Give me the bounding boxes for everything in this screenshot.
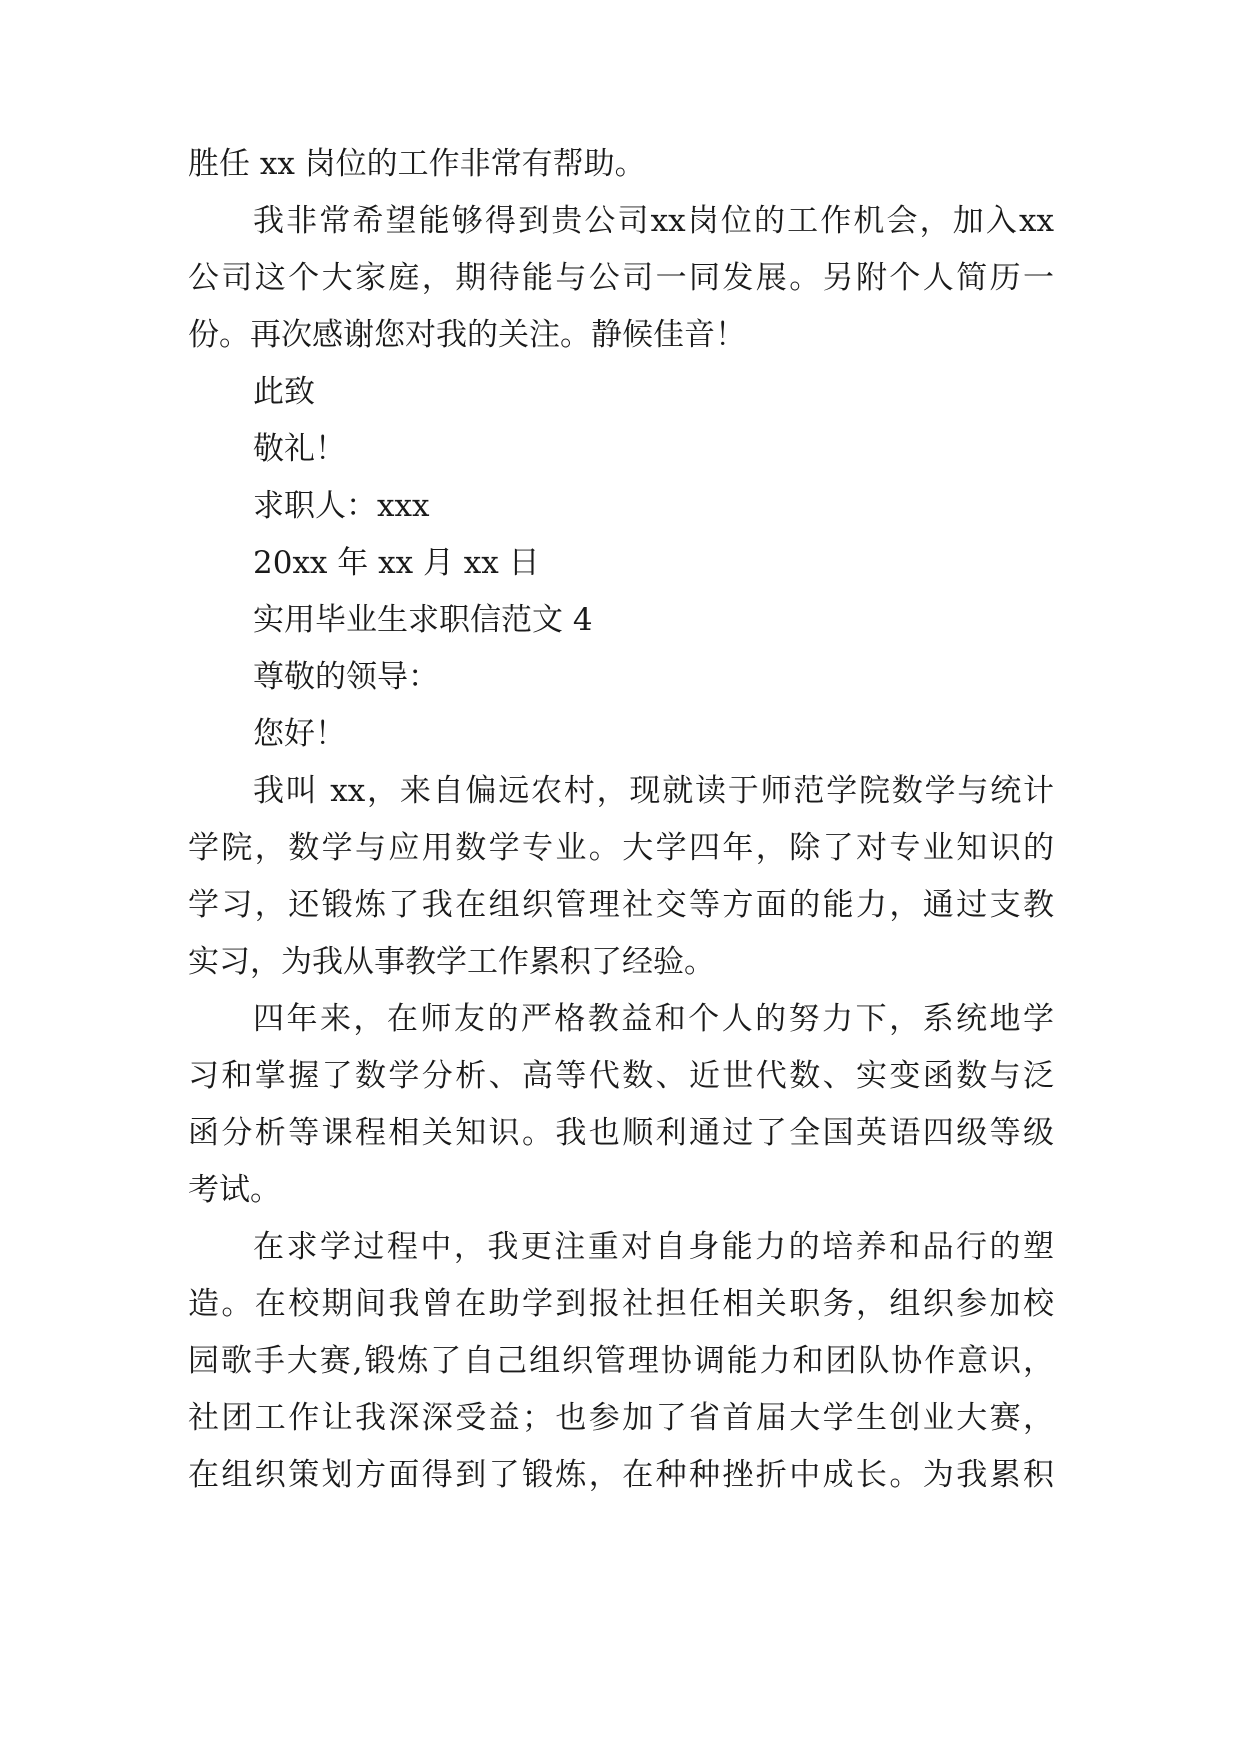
greeting-salutation: 尊敬的领导：: [253, 659, 439, 695]
text-line: 造。在校期间我曾在助学到报社担任相关职务，组织参加校: [188, 1286, 1054, 1322]
closing-regards: 敬礼！: [253, 431, 346, 467]
text-line: 考试。: [188, 1172, 281, 1208]
signature-applicant: 求职人：xxx: [253, 488, 430, 524]
paragraph-first-line: 我非常希望能够得到贵公司xx岗位的工作机会，加入xx: [253, 203, 1054, 239]
text-line: 函分析等课程相关知识。我也顺利通过了全国英语四级等级: [188, 1115, 1054, 1151]
text-line: 公司这个大家庭，期待能与公司一同发展。另附个人简历一: [188, 260, 1054, 296]
signature-date: 20xx 年 xx 月 xx 日: [253, 545, 540, 581]
closing-salutation: 此致: [253, 374, 315, 410]
text-line: 在组织策划方面得到了锻炼，在种种挫折中成长。为我累积: [188, 1457, 1054, 1493]
text-line: 实习，为我从事教学工作累积了经验。: [188, 944, 715, 980]
text-line: 胜任 xx 岗位的工作非常有帮助。: [188, 146, 646, 182]
paragraph-first-line: 在求学过程中，我更注重对自身能力的培养和品行的塑: [253, 1229, 1054, 1265]
paragraph-first-line: 四年来，在师友的严格教益和个人的努力下，系统地学: [253, 1001, 1054, 1037]
paragraph-first-line: 我叫 xx，来自偏远农村，现就读于师范学院数学与统计: [253, 773, 1054, 809]
text-line: 份。再次感谢您对我的关注。静候佳音！: [188, 317, 746, 353]
text-line: 社团工作让我深深受益；也参加了省首届大学生创业大赛，: [188, 1400, 1054, 1436]
text-line: 习和掌握了数学分析、高等代数、近世代数、实变函数与泛: [188, 1058, 1054, 1094]
greeting-hello: 您好！: [253, 716, 346, 752]
section-title: 实用毕业生求职信范文 4: [253, 602, 593, 638]
text-line: 学院，数学与应用数学专业。大学四年，除了对专业知识的: [188, 830, 1054, 866]
text-line: 园歌手大赛,锻炼了自己组织管理协调能力和团队协作意识，: [188, 1343, 1054, 1379]
text-line: 学习，还锻炼了我在组织管理社交等方面的能力，通过支教: [188, 887, 1054, 923]
